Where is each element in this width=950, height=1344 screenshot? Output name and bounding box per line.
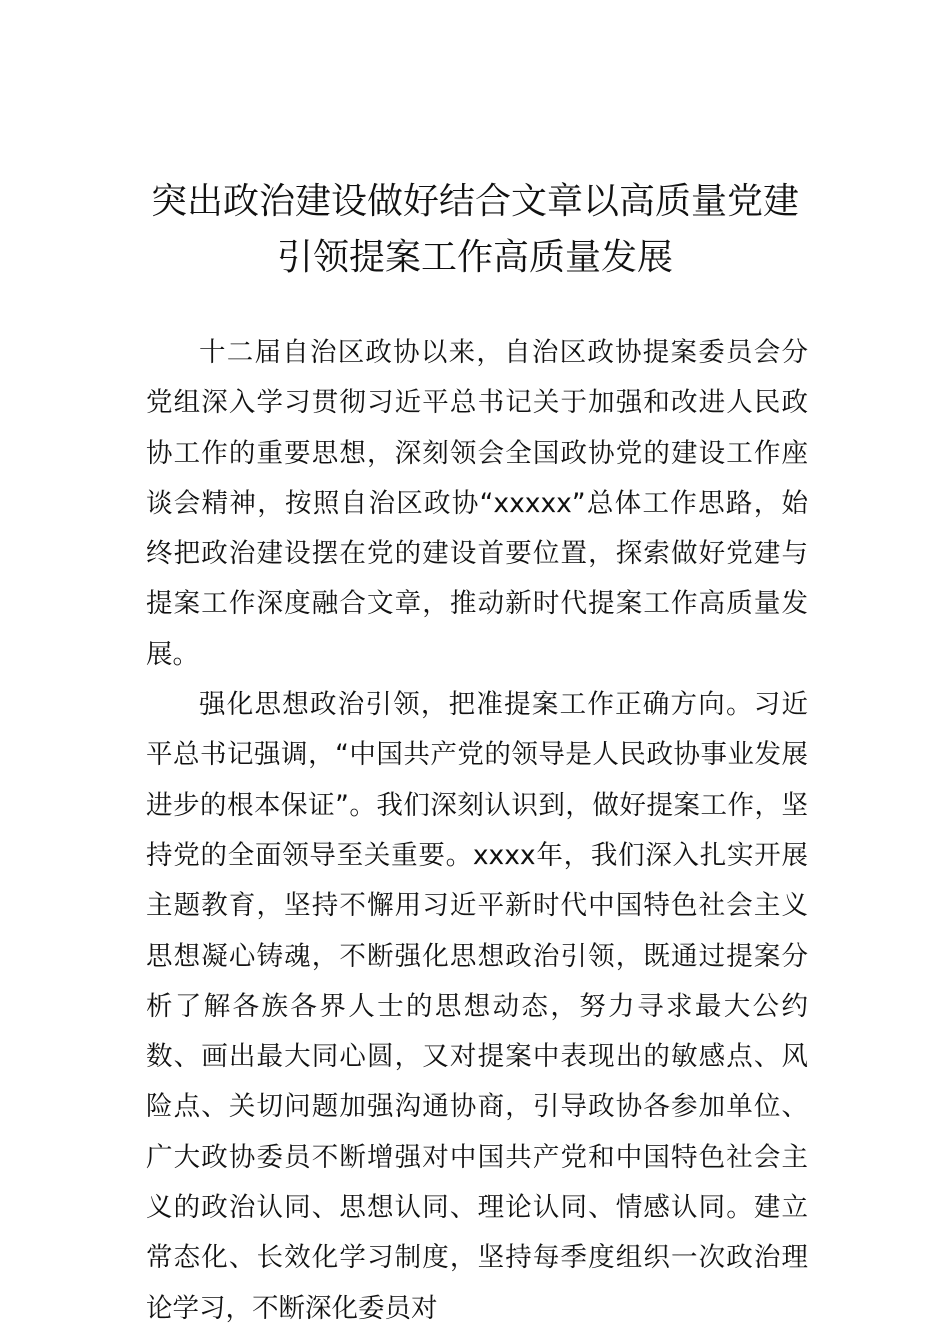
paragraph-intro: 十二届自治区政协以来，自治区政协提案委员会分党组深入学习贯彻习近平总书记关于加强和改进人民政协工作的重要思想，深刻领会全国政协党的建设工作座谈会精神，按照自治区政协“xxxxx”总体工作思路，始终把政治建设摆在党的建设首要位置，探索做好党建与提案工作深度融合文章，推动新时代提案工作高质量发展。 [146, 337, 808, 670]
title-line-1: 突出政治建设做好结合文章以高质量党建 [150, 181, 799, 222]
paragraph-ideology: 强化思想政治引领，把准提案工作正确方向。习近平总书记强调，“中国共产党的领导是人民政协事业发展进步的根本保证”。我们深刻认识到，做好提案工作，坚持党的全面领导至关重要。xxxx年，我们深入扎实开展主题教育，坚持不懈用习近平新时代中国特色社会主义思想凝心铸魂，不断强化思想政治引领，既通过提案分析了解各族各界人士的思想动态，努力寻求最大公约数、画出最大同心圆，又对提案中表现出的敏感点、风险点、关切问题加强沟通协商，引导政协各参加单位、广大政协委员不断增强对中国共产党和中国特色社会主义的政治认同、思想认同、理论认同、情感认同。建立常态化、长效化学习制度，坚持每季度组织一次政治理论学习，不断深化委员对 [146, 689, 808, 1324]
document-body [146, 328, 808, 1334]
title-line-2: 引领提案工作高质量发展 [276, 237, 673, 278]
document-title [120, 174, 830, 286]
